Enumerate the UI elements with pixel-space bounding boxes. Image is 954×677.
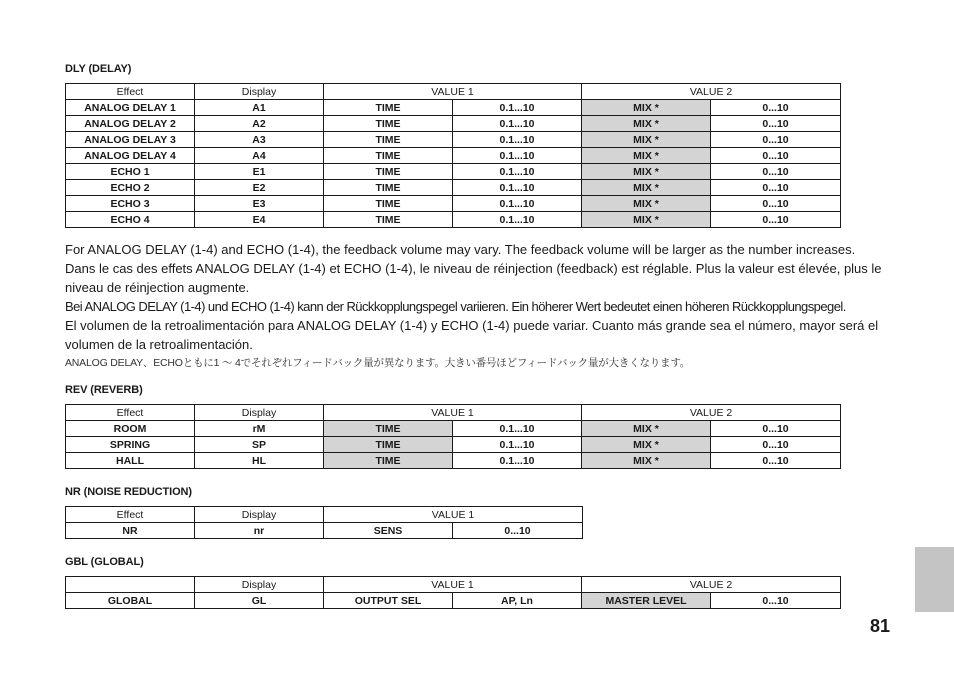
display-cell: E4 bbox=[195, 212, 324, 228]
value1-name-cell: SENS bbox=[324, 523, 453, 539]
value2-name-cell: MIX * bbox=[582, 453, 711, 469]
value1-range-cell: 0.1...10 bbox=[453, 212, 582, 228]
table-row bbox=[66, 132, 841, 148]
table-row bbox=[66, 453, 841, 469]
effect-cell: ANALOG DELAY 1 bbox=[66, 100, 195, 116]
display-cell: rM bbox=[195, 421, 324, 437]
header-display: Display bbox=[195, 507, 324, 523]
table-row bbox=[66, 421, 841, 437]
header-effect: Effect bbox=[66, 405, 195, 421]
header-value1: VALUE 1 bbox=[324, 84, 582, 100]
rev-heading: REV (REVERB) bbox=[65, 384, 143, 396]
gbl-table bbox=[65, 576, 841, 609]
value2-range-cell: 0...10 bbox=[711, 212, 841, 228]
header-value1: VALUE 1 bbox=[324, 507, 583, 523]
table-header-row bbox=[66, 507, 583, 523]
header-display: Display bbox=[195, 405, 324, 421]
display-cell: A3 bbox=[195, 132, 324, 148]
rev-table bbox=[65, 404, 841, 469]
display-cell: A2 bbox=[195, 116, 324, 132]
table-row bbox=[66, 148, 841, 164]
value2-name-cell: MIX * bbox=[582, 196, 711, 212]
value1-range-cell: 0.1...10 bbox=[453, 164, 582, 180]
effect-cell: HALL bbox=[66, 453, 195, 469]
value1-name-cell: TIME bbox=[324, 212, 453, 228]
gbl-heading: GBL (GLOBAL) bbox=[65, 556, 144, 568]
note-english: For ANALOG DELAY (1-4) and ECHO (1-4), the feedback volume may vary. The feedback volume will be larger as the number increases. bbox=[65, 242, 856, 257]
value1-range-cell: 0...10 bbox=[453, 523, 583, 539]
table-header-row bbox=[66, 84, 841, 100]
value2-name-cell: MIX * bbox=[582, 132, 711, 148]
effect-cell: SPRING bbox=[66, 437, 195, 453]
value2-name-cell: MIX * bbox=[582, 148, 711, 164]
table-row bbox=[66, 523, 583, 539]
table-row bbox=[66, 180, 841, 196]
effect-cell: ANALOG DELAY 3 bbox=[66, 132, 195, 148]
value2-range-cell: 0...10 bbox=[711, 180, 841, 196]
value2-range-cell: 0...10 bbox=[711, 132, 841, 148]
value1-range-cell: 0.1...10 bbox=[453, 100, 582, 116]
effect-cell: ECHO 2 bbox=[66, 180, 195, 196]
effect-cell: GLOBAL bbox=[66, 593, 195, 609]
value1-range-cell: 0.1...10 bbox=[453, 196, 582, 212]
value2-range-cell: 0...10 bbox=[711, 593, 841, 609]
header-effect bbox=[66, 577, 195, 593]
value1-range-cell: 0.1...10 bbox=[453, 180, 582, 196]
effect-cell: ECHO 4 bbox=[66, 212, 195, 228]
value1-range-cell: 0.1...10 bbox=[453, 437, 582, 453]
page-number: 81 bbox=[869, 616, 890, 636]
header-value1: VALUE 1 bbox=[324, 405, 582, 421]
nr-table bbox=[65, 506, 583, 539]
effect-cell: ECHO 3 bbox=[66, 196, 195, 212]
table-row bbox=[66, 593, 841, 609]
note-german: Bei ANALOG DELAY (1-4) und ECHO (1-4) kann der Rückkopplungspegel variieren. Ein höherer Wert bedeutet einen höheren Rückkopplungspegel. bbox=[65, 299, 846, 314]
header-effect: Effect bbox=[66, 507, 195, 523]
value1-range-cell: 0.1...10 bbox=[453, 453, 582, 469]
note-japanese: ANALOG DELAY、ECHOともに1 ～ 4でそれぞれフィードバック量が異なります。大きい番号ほどフィードバック量が大きくなります。 bbox=[65, 357, 691, 369]
value2-name-cell: MIX * bbox=[582, 421, 711, 437]
value2-name-cell: MIX * bbox=[582, 437, 711, 453]
value1-range-cell: 0.1...10 bbox=[453, 421, 582, 437]
display-cell: A4 bbox=[195, 148, 324, 164]
value1-name-cell: TIME bbox=[324, 196, 453, 212]
value1-name-cell: OUTPUT SEL bbox=[324, 593, 453, 609]
note-spanish: El volumen de la retroalimentación para ANALOG DELAY (1-4) y ECHO (1-4) puede variar. Cuanto más grande sea el número, mayor será el volumen de la retroalimentación. bbox=[65, 318, 879, 352]
header-value2: VALUE 2 bbox=[582, 405, 841, 421]
display-cell: A1 bbox=[195, 100, 324, 116]
header-display: Display bbox=[195, 84, 324, 100]
effect-cell: NR bbox=[66, 523, 195, 539]
table-row bbox=[66, 212, 841, 228]
value2-range-cell: 0...10 bbox=[711, 196, 841, 212]
value1-name-cell: TIME bbox=[324, 164, 453, 180]
note-french: Dans le cas des effets ANALOG DELAY (1-4) et ECHO (1-4), le niveau de réinjection (feedback) est réglable. Plus la valeur est élevée, plus le niveau de réinjection augmente. bbox=[65, 261, 882, 295]
value2-range-cell: 0...10 bbox=[711, 100, 841, 116]
table-row bbox=[66, 100, 841, 116]
header-value1: VALUE 1 bbox=[324, 577, 582, 593]
value2-range-cell: 0...10 bbox=[711, 164, 841, 180]
value2-range-cell: 0...10 bbox=[711, 148, 841, 164]
value1-range-cell: 0.1...10 bbox=[453, 148, 582, 164]
value1-name-cell: TIME bbox=[324, 148, 453, 164]
display-cell: E1 bbox=[195, 164, 324, 180]
value1-name-cell: TIME bbox=[324, 453, 453, 469]
nr-heading: NR (NOISE REDUCTION) bbox=[65, 486, 192, 498]
value1-name-cell: TIME bbox=[324, 180, 453, 196]
value1-name-cell: TIME bbox=[324, 100, 453, 116]
value1-name-cell: TIME bbox=[324, 116, 453, 132]
value1-name-cell: TIME bbox=[324, 437, 453, 453]
display-cell: SP bbox=[195, 437, 324, 453]
display-cell: HL bbox=[195, 453, 324, 469]
value2-range-cell: 0...10 bbox=[711, 453, 841, 469]
display-cell: GL bbox=[195, 593, 324, 609]
table-row bbox=[66, 164, 841, 180]
dly-heading: DLY (DELAY) bbox=[65, 63, 132, 75]
table-row bbox=[66, 437, 841, 453]
value2-range-cell: 0...10 bbox=[711, 437, 841, 453]
value2-name-cell: MASTER LEVEL bbox=[582, 593, 711, 609]
effect-cell: ECHO 1 bbox=[66, 164, 195, 180]
value2-name-cell: MIX * bbox=[582, 164, 711, 180]
value1-range-cell: AP, Ln bbox=[453, 593, 582, 609]
table-row bbox=[66, 196, 841, 212]
value2-range-cell: 0...10 bbox=[711, 421, 841, 437]
value1-name-cell: TIME bbox=[324, 421, 453, 437]
display-cell: E3 bbox=[195, 196, 324, 212]
value2-name-cell: MIX * bbox=[582, 212, 711, 228]
value1-range-cell: 0.1...10 bbox=[453, 116, 582, 132]
effect-cell: ANALOG DELAY 4 bbox=[66, 148, 195, 164]
table-header-row bbox=[66, 577, 841, 593]
table-row bbox=[66, 116, 841, 132]
dly-table bbox=[65, 83, 841, 228]
header-value2: VALUE 2 bbox=[582, 84, 841, 100]
value2-name-cell: MIX * bbox=[582, 116, 711, 132]
display-cell: nr bbox=[195, 523, 324, 539]
value1-name-cell: TIME bbox=[324, 132, 453, 148]
feedback-note bbox=[65, 240, 895, 372]
value1-range-cell: 0.1...10 bbox=[453, 132, 582, 148]
value2-range-cell: 0...10 bbox=[711, 116, 841, 132]
page-edge-tab bbox=[915, 547, 954, 612]
display-cell: E2 bbox=[195, 180, 324, 196]
header-display: Display bbox=[195, 577, 324, 593]
header-value2: VALUE 2 bbox=[582, 577, 841, 593]
value2-name-cell: MIX * bbox=[582, 180, 711, 196]
table-header-row bbox=[66, 405, 841, 421]
header-effect: Effect bbox=[66, 84, 195, 100]
value2-name-cell: MIX * bbox=[582, 100, 711, 116]
effect-cell: ROOM bbox=[66, 421, 195, 437]
effect-cell: ANALOG DELAY 2 bbox=[66, 116, 195, 132]
